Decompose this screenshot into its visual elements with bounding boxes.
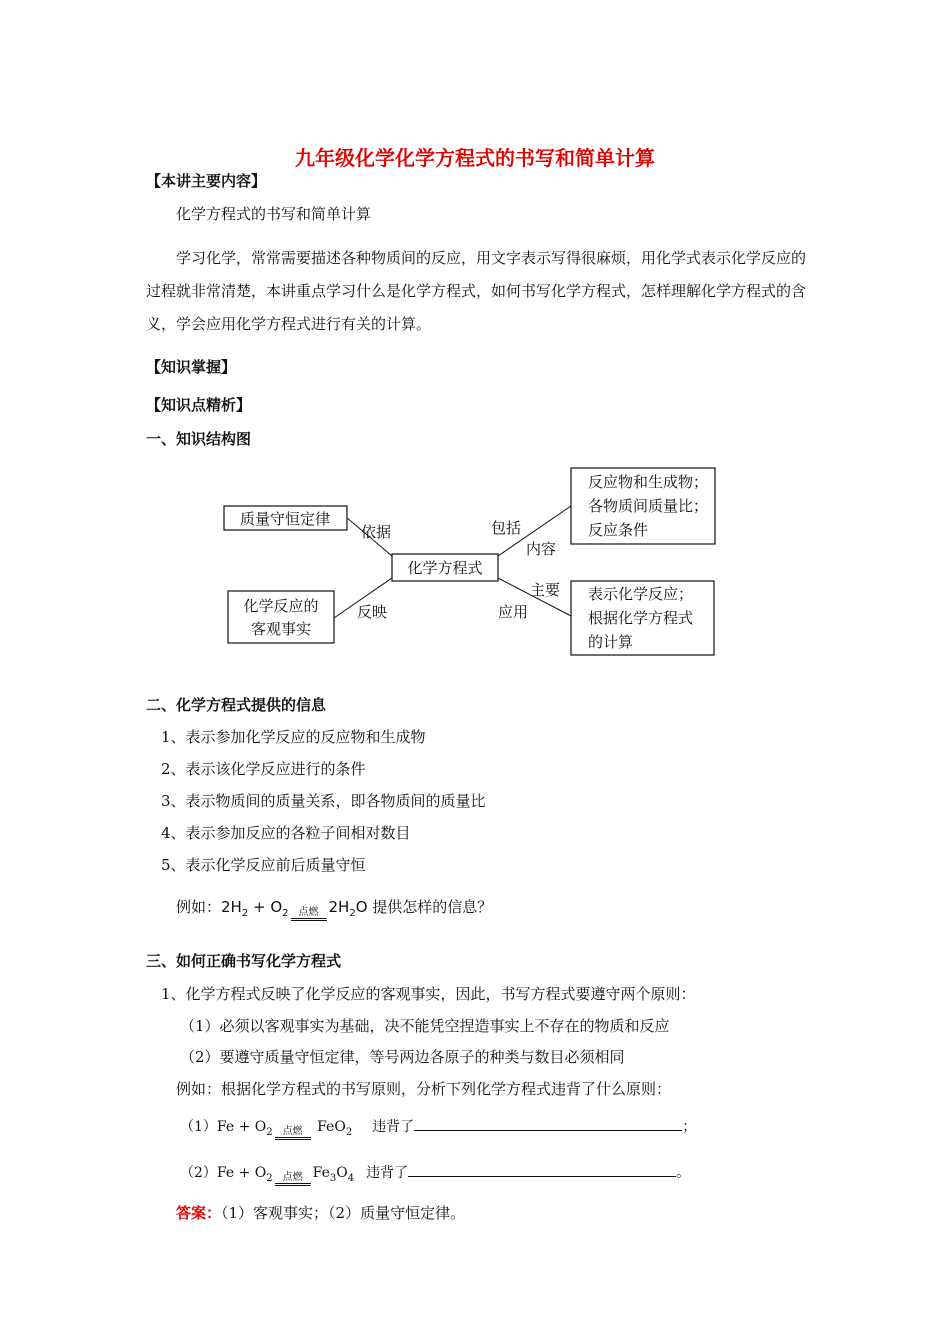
info-item: 2、表示该化学反应进行的条件 — [161, 760, 366, 778]
box-content-line3: 反应条件 — [588, 521, 649, 539]
example-prefix: 例如： — [176, 898, 222, 916]
reaction-condition-arrow: 点燃 — [275, 1173, 311, 1186]
intro-paragraph: 学习化学，常常需要描述各种物质间的反应，用文字表示写得很麻烦，用化学式表示化学反应的过程就非常清楚，本讲重点学习什么是化学方程式，如何书写化学方程式，怎样理解化学方程式的含义，学会应用化学方程式进行有关的计算。 — [146, 249, 807, 333]
box-application-line2: 根据化学方程式 — [588, 609, 694, 627]
edge-label-basis: 依据 — [361, 523, 392, 541]
reaction-condition-label: 点燃 — [298, 907, 319, 918]
heading-how-to-write: 三、如何正确书写化学方程式 — [146, 952, 342, 970]
edge-label-reflect: 反映 — [357, 603, 388, 621]
answer-blank-1[interactable] — [414, 1116, 682, 1131]
reaction-condition-arrow: 点燃 — [275, 1127, 311, 1140]
info-item: 5、表示化学反应前后质量守恒 — [161, 856, 366, 874]
answer-text: （1）客观事实；（2）质量守恒定律。 — [221, 1204, 466, 1222]
page-title: 九年级化学化学方程式的书写和简单计算 — [295, 146, 655, 170]
edge-label-main: 主要 — [530, 581, 561, 599]
answer-label: 答案： — [176, 1204, 222, 1222]
box-application-line1: 表示化学反应； — [588, 585, 694, 603]
box-chemical-equation-label: 化学方程式 — [407, 559, 483, 577]
edge-label-include: 包括 — [491, 519, 522, 537]
info-item: 1、表示参加化学反应的反应物和生成物 — [161, 728, 426, 746]
exercise-equation-2: $(2)Fe + O_2$ 点燃 $Fe_3O_4$ 违背了 。 — [180, 1162, 690, 1186]
rule-intro: 1、化学方程式反映了化学反应的客观事实，因此，书写方程式要遵守两个原则： — [161, 985, 696, 1003]
example-intro: 例如：根据化学方程式的书写原则，分析下列化学方程式违背了什么原则： — [176, 1080, 672, 1098]
box-mass-conservation-label: 质量守恒定律 — [239, 510, 331, 528]
edge-label-content: 内容 — [526, 540, 557, 558]
box-objective-facts-line2: 客观事实 — [250, 620, 312, 638]
answer-line — [176, 1202, 465, 1223]
section-points-heading: 【知识点精析】 — [146, 396, 252, 414]
box-objective-facts-line1: 化学反应的 — [243, 597, 319, 615]
heading-equation-info: 二、化学方程式提供的信息 — [146, 696, 327, 714]
example-equation-water: 例如：$2H_2 + O_2$ 点燃 $2H_2O$ 提供怎样的信息？ — [176, 898, 493, 919]
reaction-condition-arrow — [291, 908, 327, 921]
main-topic: 化学方程式的书写和简单计算 — [176, 205, 372, 223]
example-question: 提供怎样的信息？ — [367, 898, 493, 916]
box-content-line1: 反应物和生成物； — [588, 473, 709, 491]
info-item: 4、表示参加反应的各粒子间相对数目 — [161, 824, 411, 842]
box-application-line3: 的计算 — [588, 633, 634, 651]
edge-label-application: 应用 — [498, 603, 529, 621]
heading-structure-diagram: 一、知识结构图 — [146, 430, 252, 448]
box-content-line2: 各物质间质量比； — [588, 497, 709, 515]
section-main-content-heading: 【本讲主要内容】 — [146, 172, 267, 190]
rule-objective-facts: （1）必须以客观事实为基础，决不能凭空捏造事实上不存在的物质和反应 — [180, 1017, 670, 1035]
info-item: 3、表示物质间的质量关系，即各物质间的质量比 — [161, 792, 486, 810]
section-knowledge-heading: 【知识掌握】 — [146, 358, 237, 376]
exercise-equation-1: $(1)Fe + O_2$ 点燃 FeO$_2$ 违背了 ； — [180, 1116, 696, 1140]
answer-blank-2[interactable] — [408, 1162, 676, 1177]
rule-mass-conservation: （2）要遵守质量守恒定律，等号两边各原子的种类与数目必须相同 — [180, 1048, 625, 1066]
